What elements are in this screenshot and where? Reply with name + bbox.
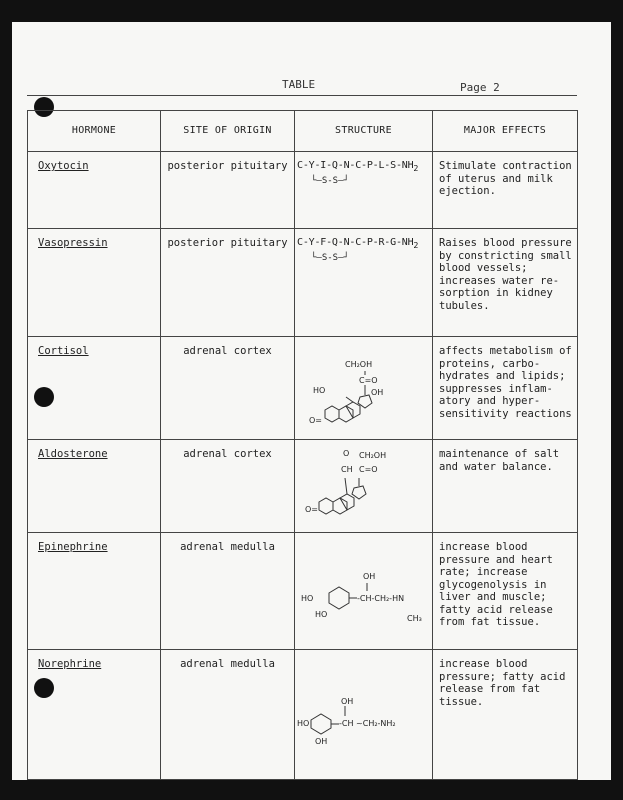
site-of-origin: posterior pituitary: [161, 152, 295, 229]
hormone-name: Vasopressin: [38, 237, 108, 249]
hormone-table: [27, 110, 578, 780]
structure-label: OH: [315, 737, 328, 746]
structure-label: HO: [301, 594, 314, 603]
disulfide-bridge: S-S: [321, 175, 339, 186]
peptide-sequence: C-Y-I-Q-N-C-P-L-S-NH: [297, 160, 414, 171]
structure-label: C=O: [359, 465, 378, 474]
structure-label: C=O: [359, 376, 378, 385]
hormone-name: Oxytocin: [38, 160, 89, 172]
structure-label: OH: [363, 572, 376, 581]
structure-label: -CH ~CH₂-NH₂: [339, 719, 396, 728]
structure-cell: [295, 650, 433, 780]
structure-cell: $C-Y-I-Q-N-C-P-L-S-NH_2$ └—S-S—┘: [295, 152, 433, 229]
page-number: Page 2: [460, 81, 500, 94]
table-top-rule: [27, 95, 577, 96]
hormone-name: Aldosterone: [38, 448, 108, 460]
structure-cell: [295, 440, 433, 533]
table-row: [28, 229, 578, 337]
epinephrine-structure-diagram: [297, 541, 431, 645]
hormone-name: Cortisol: [38, 345, 89, 357]
header-row: [28, 111, 578, 152]
structure-label: HO: [313, 386, 326, 395]
structure-label: CH₂OH: [345, 360, 373, 369]
structure-label: -CH-CH₂-HN: [357, 594, 405, 603]
table-row: [28, 533, 578, 650]
sequence-subscript: 2: [413, 163, 419, 173]
site-of-origin: posterior pituitary: [161, 229, 295, 337]
structure-label: CH₂OH: [359, 451, 387, 460]
site-of-origin: adrenal medulla: [161, 533, 295, 650]
aldosterone-structure-diagram: [297, 448, 431, 530]
major-effects: Raises blood pressure by constricting small blood vessels; increases water re-sorption in kidney tubules.: [433, 229, 578, 337]
column-header-effects: MAJOR EFFECTS: [433, 111, 578, 152]
structure-label: O=: [309, 416, 322, 425]
major-effects: maintenance of salt and water balance.: [433, 440, 578, 533]
cortisol-structure-diagram: [297, 345, 431, 437]
hormone-name: Epinephrine: [38, 541, 108, 553]
column-header-structure: STRUCTURE: [295, 111, 433, 152]
major-effects: Stimulate contraction of uterus and milk ejection.: [433, 152, 578, 229]
structure-label: O=: [305, 505, 318, 514]
structure-label: HO: [315, 610, 328, 619]
structure-cell: [295, 337, 433, 440]
structure-label: OH: [341, 697, 354, 706]
site-of-origin: adrenal cortex: [161, 337, 295, 440]
site-of-origin: adrenal cortex: [161, 440, 295, 533]
site-of-origin: adrenal medulla: [161, 650, 295, 780]
structure-label: OH: [371, 388, 384, 397]
hormone-name: Norephrine: [38, 658, 102, 670]
column-header-site: SITE OF ORIGIN: [161, 111, 295, 152]
table-row: [28, 337, 578, 440]
table-row: [28, 650, 578, 780]
table-row: [28, 440, 578, 533]
structure-label: CH: [341, 465, 353, 474]
table-row: [28, 152, 578, 229]
major-effects: affects metabolism of proteins, carbo-hydrates and lipids; suppresses inflam-atory and hyper-sensitivity reactions: [433, 337, 578, 440]
structure-label: HO: [297, 719, 310, 728]
norephrine-structure-diagram: [297, 658, 431, 776]
major-effects: increase blood pressure and heart rate; increase glycogenolysis in liver and muscle; fatty acid release from fat tissue.: [433, 533, 578, 650]
column-header-hormone: HORMONE: [28, 111, 161, 152]
structure-cell: [295, 533, 433, 650]
structure-label: O: [343, 449, 350, 458]
structure-cell: $C-Y-F-Q-N-C-P-R-G-NH_2$ └—S-S—┘: [295, 229, 433, 337]
table-title: TABLE: [282, 78, 316, 91]
structure-label: CH₃: [407, 614, 422, 623]
major-effects: increase blood pressure; fatty acid release from fat tissue.: [433, 650, 578, 780]
sequence-subscript: 2: [413, 240, 419, 250]
peptide-sequence: C-Y-F-Q-N-C-P-R-G-NH: [297, 237, 414, 248]
disulfide-bridge: S-S: [321, 252, 339, 263]
